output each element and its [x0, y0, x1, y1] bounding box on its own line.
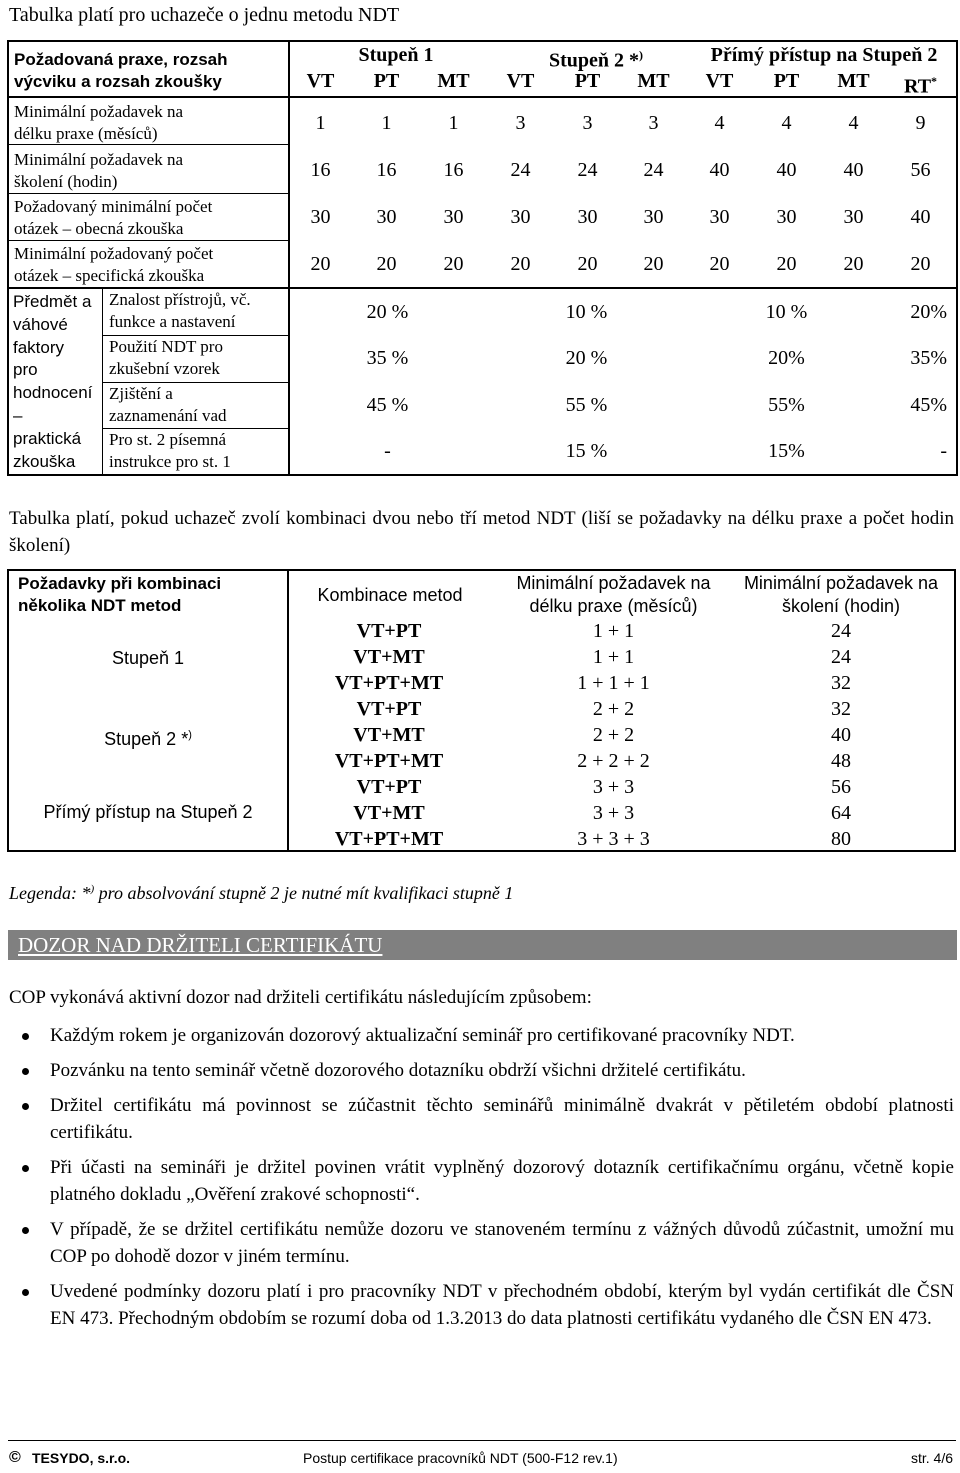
- table-cell: 4: [848, 112, 859, 134]
- list-item-text: Držitel certifikátu má povinnost se zúčastnit těchto seminářů minimálně dvakrát v pětiletém období platnosti certifikátu.: [50, 1095, 954, 1143]
- table-cell: 30: [776, 206, 797, 228]
- bullet-icon: [22, 1068, 29, 1075]
- req-label-line-1: Požadavky při kombinaci: [18, 574, 222, 593]
- training-cell: 80: [831, 828, 851, 850]
- section-intro: COP vykonává aktivní dozor nad držiteli certifikátu následujícím způsobem:: [9, 987, 592, 1008]
- comb-cell: VT+MT: [353, 802, 425, 824]
- group-stage-1: Stupeň 1: [111, 648, 185, 668]
- weight-cell: 20 %: [565, 347, 608, 369]
- weight-cell: 45%: [910, 394, 947, 416]
- table-cell: 4: [714, 112, 725, 134]
- training-cell: 48: [831, 750, 851, 772]
- legend-prefix: Legenda: *: [9, 883, 91, 903]
- training-cell: 32: [831, 672, 851, 694]
- footer-company: TESYDO, s.r.o.: [32, 1450, 131, 1466]
- section-heading: DOZOR NAD DRŽITELI CERTIFIKÁTU: [18, 933, 383, 957]
- bullet-list: [9, 1022, 954, 1340]
- list-item-text: Při účasti na semináři je držitel povinen vrátit vyplněný dozorový dotazník certifikačnímu orgánu, včetně kopie platného dokladu „Ověření zrakové schopnosti“.: [50, 1157, 954, 1205]
- table-cell: 56: [910, 159, 931, 181]
- table-cell: 1: [315, 112, 326, 134]
- weight-label-line: –: [13, 405, 23, 425]
- weight-cell: 35%: [910, 347, 947, 369]
- table-cell: 40: [709, 159, 730, 181]
- row-label-line-2: školení (hodin): [14, 172, 118, 191]
- weight-cell: 20%: [910, 301, 947, 323]
- weight-cell: 10 %: [565, 301, 608, 323]
- table-cell: 3: [582, 112, 593, 134]
- group-stage-2-sup: ): [188, 729, 192, 741]
- copyright-icon: ©: [9, 1449, 21, 1466]
- footer: [0, 1448, 960, 1470]
- practice-cell: 1 + 1: [592, 646, 635, 668]
- method-vt-1: VT: [306, 70, 335, 92]
- bullet-icon: [22, 1033, 29, 1040]
- practice-cell: 1 + 1: [592, 620, 635, 642]
- weight-cell: -: [384, 440, 391, 462]
- weight-label-line: Předmět a: [13, 292, 92, 311]
- req-label-line-2: několika NDT metod: [18, 596, 182, 615]
- table-cell: 20: [643, 253, 664, 275]
- table-cell: 20: [310, 253, 331, 275]
- table-cell: 40: [910, 206, 931, 228]
- method-pt-2: PT: [574, 70, 601, 92]
- col-training-line-1: Minimální požadavek na: [743, 573, 939, 593]
- table-cell: 20: [510, 253, 531, 275]
- comb-cell: VT+PT: [356, 698, 422, 720]
- method-vt-3: VT: [705, 70, 734, 92]
- list-item-text: Uvedené podmínky dozoru platí i pro pracovníky NDT v přechodném období, kterým byl vydán certifikát dle ČSN EN 473. Přechodným obdobím se rozumí doba od 1.3.2013 do data platnosti certifikátu vydaného dle ČSN EN 473.: [50, 1281, 954, 1329]
- practice-cell: 3 + 3: [592, 776, 635, 798]
- method-rt-sup: *: [931, 74, 938, 88]
- weight-label-line: pro: [13, 360, 38, 380]
- table-cell: 4: [781, 112, 792, 134]
- table-cell: 30: [376, 206, 397, 228]
- training-cell: 56: [831, 776, 851, 798]
- weight-cell: 20 %: [366, 301, 409, 323]
- weight-cell: 55 %: [565, 394, 608, 416]
- table2-req-label: [18, 573, 221, 617]
- weight-cell: 10 %: [765, 301, 808, 323]
- weight-cell: -: [940, 440, 947, 462]
- list-item: [9, 1057, 954, 1084]
- group-direct: Přímý přístup na Stupeň 2: [43, 802, 253, 822]
- table-cell: 24: [643, 159, 664, 181]
- training-cell: 64: [831, 802, 851, 824]
- bullet-icon: [22, 1289, 29, 1296]
- comb-cell: VT+PT+MT: [334, 750, 444, 772]
- weight-cell: 20%: [768, 347, 805, 369]
- method-rt-label: RT: [903, 75, 932, 98]
- comb-cell: VT+PT+MT: [334, 828, 444, 850]
- table-cell: 16: [443, 159, 464, 181]
- list-item-text: Každým rokem je organizován dozorový aktualizační seminář pro certifikované pracovníky NDT.: [50, 1025, 795, 1046]
- stage-2-sup: ): [639, 48, 644, 62]
- comb-cell: VT+MT: [353, 646, 425, 668]
- bullet-icon: [22, 1227, 29, 1234]
- practice-cell: 2 + 2: [592, 724, 635, 746]
- practice-cell: 1 + 1 + 1: [577, 672, 650, 694]
- table-cell: 30: [577, 206, 598, 228]
- table-cell: 30: [643, 206, 664, 228]
- weight-cell: 45 %: [366, 394, 409, 416]
- weight-row-label-line-1: Použití NDT pro: [109, 337, 223, 356]
- table-cell: 3: [648, 112, 659, 134]
- table-cell: 20: [577, 253, 598, 275]
- header-label-line-1: Požadovaná praxe, rozsah: [14, 50, 228, 69]
- list-item-text: Pozvánku na tento seminář včetně dozorového dotazníku obdrží všichni držitelé certifikátu.: [50, 1060, 746, 1081]
- table-cell: 30: [443, 206, 464, 228]
- method-mt-3: MT: [837, 70, 870, 92]
- legend-text: pro absolvování stupně 2 je nutné mít kvalifikaci stupně 1: [94, 883, 514, 903]
- comb-cell: VT+MT: [353, 724, 425, 746]
- practice-cell: 2 + 2: [592, 698, 635, 720]
- table-cell: 20: [843, 253, 864, 275]
- weight-row-label-line-1: Pro st. 2 písemná: [109, 430, 227, 449]
- combination-intro: Tabulka platí, pokud uchazeč zvolí kombinaci dvou nebo tří metod NDT (liší se požadavky na délku praxe a počet hodin školení): [9, 508, 954, 556]
- weight-cell: 35 %: [366, 347, 409, 369]
- method-mt-1: MT: [437, 70, 470, 92]
- training-cell: 24: [831, 646, 851, 668]
- row-label-line-1: Požadovaný minimální počet: [14, 197, 213, 216]
- bullet-icon: [22, 1103, 29, 1110]
- weight-cell: 15 %: [565, 440, 608, 462]
- table-cell: 20: [910, 253, 931, 275]
- table-cell: 16: [310, 159, 331, 181]
- method-pt-3: PT: [773, 70, 800, 92]
- col-combination-header: Kombinace metod: [317, 585, 463, 605]
- row-label-line-1: Minimální požadavek na: [14, 102, 184, 121]
- table-cell: 20: [443, 253, 464, 275]
- legend-sup: ): [90, 883, 95, 895]
- method-vt-2: VT: [506, 70, 535, 92]
- weight-label-line: hodnocení: [13, 383, 93, 403]
- table-cell: 1: [381, 112, 392, 134]
- table-cell: 20: [709, 253, 730, 275]
- list-item: [9, 1278, 954, 1332]
- bullet-icon: [22, 1165, 29, 1172]
- table-cell: 20: [776, 253, 797, 275]
- table-cell: 9: [915, 112, 926, 134]
- method-pt-1: PT: [373, 70, 400, 92]
- table-cell: 24: [510, 159, 531, 181]
- col-training-header: [731, 572, 951, 618]
- footer-rule: [8, 1440, 956, 1441]
- weight-row-label-line-1: Znalost přístrojů, vč.: [109, 290, 251, 309]
- weight-cell: 55%: [768, 394, 805, 416]
- weight-label-line: faktory: [13, 337, 65, 357]
- weight-cell: 15%: [768, 440, 805, 462]
- training-cell: 32: [831, 698, 851, 720]
- footer-page: [911, 1448, 953, 1468]
- table-cell: 16: [376, 159, 397, 181]
- training-cell: 40: [831, 724, 851, 746]
- list-item: [9, 1092, 954, 1146]
- table-cell: 30: [843, 206, 864, 228]
- col-practice-line-1: Minimální požadavek na: [516, 573, 711, 593]
- table-cell: 20: [376, 253, 397, 275]
- row-label-line-2: otázek – specifická zkouška: [14, 266, 205, 285]
- row-label-line-2: otázek – obecná zkouška: [14, 219, 184, 238]
- table-cell: 30: [709, 206, 730, 228]
- header-label-line-2: výcviku a rozsah zkoušky: [14, 72, 222, 91]
- table-cell: 30: [510, 206, 531, 228]
- weight-label-line: praktická: [13, 428, 82, 448]
- table2-rows: [0, 618, 960, 852]
- table-cell: 40: [776, 159, 797, 181]
- weight-row-label-line-2: zkušební vzorek: [109, 359, 220, 378]
- table-cell: 40: [843, 159, 864, 181]
- row-label-line-1: Minimální požadovaný počet: [14, 244, 214, 263]
- practice-cell: 3 + 3 + 3: [577, 828, 650, 850]
- table-cell: 1: [448, 112, 459, 134]
- method-mt-2: MT: [637, 70, 670, 92]
- footer-doc-title: Postup certifikace pracovníků NDT (500-F12 rev.1): [303, 1450, 618, 1466]
- footer-page-number: 4/6: [933, 1450, 953, 1466]
- comb-cell: VT+PT: [356, 620, 422, 642]
- row-label-line-2: délku praxe (měsíců): [14, 124, 158, 143]
- practice-cell: 2 + 2 + 2: [577, 750, 650, 772]
- table1-title: Tabulka platí pro uchazeče o jednu metodu NDT: [9, 4, 400, 26]
- legend: [9, 877, 513, 905]
- col-training-line-2: školení (hodin): [781, 596, 901, 616]
- training-cell: 24: [831, 620, 851, 642]
- comb-cell: VT+PT: [356, 776, 422, 798]
- weight-row-label-line-1: Zjištění a: [109, 384, 173, 403]
- weight-row-label-line-2: zaznamenání vad: [109, 406, 227, 425]
- table-cell: 24: [577, 159, 598, 181]
- weight-label-line: zkouška: [13, 451, 76, 471]
- list-item-text: V případě, že se držitel certifikátu nemůže dozoru ve stanoveném termínu z vážných důvodů zúčastnit, umožní mu COP po dohodě dozor v jiném termínu.: [50, 1219, 954, 1267]
- footer-page-label: str.: [910, 1450, 930, 1466]
- list-item: [9, 1154, 954, 1208]
- comb-cell: VT+PT+MT: [334, 672, 444, 694]
- table-cell: 3: [515, 112, 526, 134]
- stage-2-label: Stupeň 2 *: [548, 49, 640, 72]
- row-label-line-1: Minimální požadavek na: [14, 150, 184, 169]
- weight-row-label-line-2: instrukce pro st. 1: [109, 452, 231, 471]
- weight-row-label-line-2: funkce a nastavení: [109, 312, 236, 331]
- practice-cell: 3 + 3: [592, 802, 635, 824]
- list-item: [9, 1216, 954, 1270]
- list-item: [9, 1022, 954, 1049]
- stage-direct-header: Přímý přístup na Stupeň 2: [710, 44, 938, 66]
- table-cell: 30: [310, 206, 331, 228]
- stage-1-header: Stupeň 1: [358, 44, 434, 66]
- col-practice-header: [496, 572, 731, 618]
- group-stage-2-label: Stupeň 2 *: [104, 729, 189, 749]
- weight-label-line: váhové: [13, 314, 68, 334]
- section-heading-bar: [8, 930, 957, 960]
- col-practice-line-2: délku praxe (měsíců): [529, 596, 698, 616]
